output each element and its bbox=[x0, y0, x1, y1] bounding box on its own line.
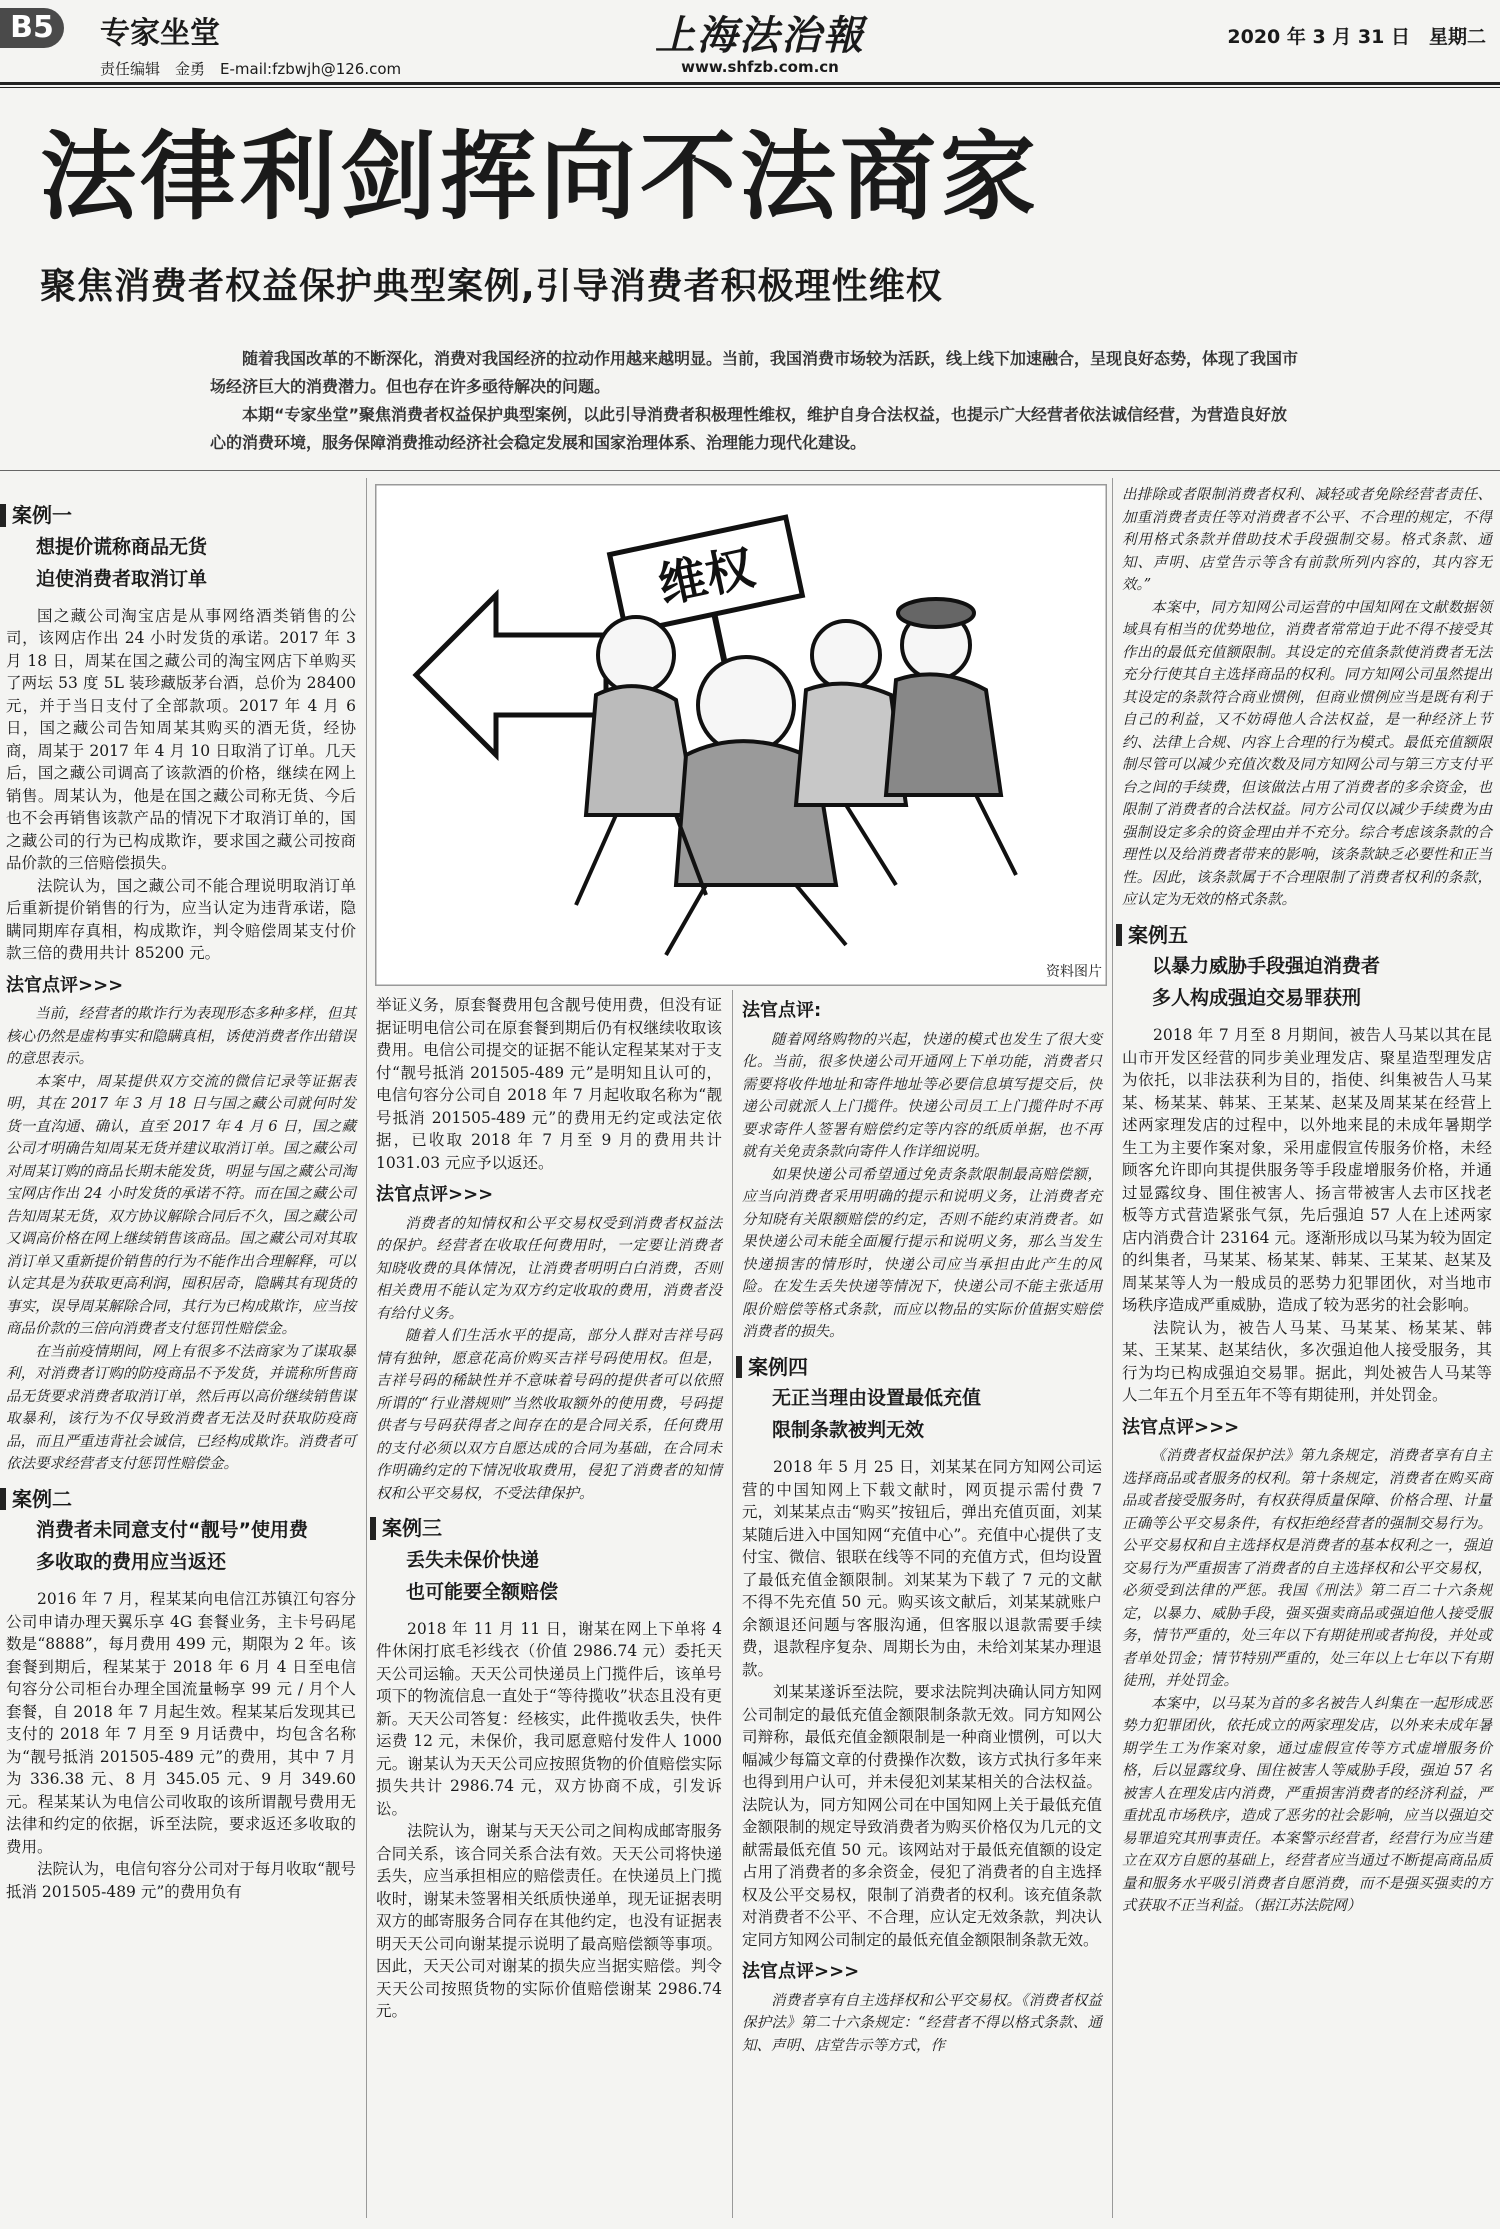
page-number-badge: B5 bbox=[0, 8, 64, 48]
review-paragraph: 消费者享有自主选择权和公平交易权。《消费者权益保护法》第二十六条规定：“经营者不得以格式条款、通知、声明、店堂告示等方式，作 bbox=[742, 1992, 1102, 2054]
article-paragraph: 法院认为，电信句容分公司对于每月收取“靓号抵消 201505-489 元”的费用负有 bbox=[6, 1860, 356, 1901]
arrow-icon bbox=[416, 595, 606, 755]
column-2 bbox=[376, 994, 722, 2023]
rights-protest-cartoon bbox=[376, 485, 1106, 985]
judge-review-label: 法官点评>>> bbox=[376, 1184, 494, 1205]
article-paragraph: 2018 年 7 月至 8 月期间，被告人马某以其在昆山市开发区经营的同步美业理发店、聚星造型理发店为依托，以非法获利为目的，指使、纠集被告人马某某、杨某某、韩某、王某某、赵某及周某某在经营上述两家理发店的过程中，以外地来昆的未成年暑期学生工为主要作案对象，采用虚假宣传服务价格，未经顾客允许即向其提供服务等手段虚增服务价格，并通过显露纹身、围住被害人、扬言带被害人去市区找老板等方式营造紧张气氛，先后强迫 57 人在上述两家店内消费合计 23164 元。逐渐形成以马某为较为固定的纠集者，马某某、杨某某、韩某、王某某、赵某及周某某等人为一般成员的恶势力犯罪团伙，对当地市场秩序造成严重威胁，造成了较为恶劣的社会影响。 bbox=[1122, 1026, 1492, 1314]
case-label: 案例二 bbox=[0, 1488, 356, 1511]
article-paragraph: 2016 年 7 月，程某某向电信江苏镇江句容分公司申请办理天翼乐享 4G 套餐业务，主卡号码尾数是“8888”，每月费用 499 元，期限为 2 年。该套餐到期后，程某某于 2018 年 6 月 4 日至电信句容分公司柜台办理全国流量畅享 99 元 / 月个人套餐，自 2018 年 7 月起生效。程某某后发现其已支付的 2018 年 7 月至 9 月话费中，均包含名称为“靓号抵消 201505-489 元”的费用，其中 7 月为 336.38 元、8 月 345.05 元、9 月 349.60 元。程某某认为电信公司收取的该所谓靓号费用无法律和约定的依据，诉至法院，要求返还多收取的费用。 bbox=[6, 1590, 356, 1856]
column-4 bbox=[1122, 484, 1492, 1918]
case-label: 案例三 bbox=[370, 1517, 722, 1540]
case-title bbox=[742, 1382, 1102, 1446]
judge-review-label: 法官点评>>> bbox=[1122, 1416, 1240, 1438]
judge-review-label: 法官点评>>> bbox=[6, 974, 124, 996]
case-label: 案例四 bbox=[736, 1356, 1102, 1379]
case-title bbox=[6, 531, 356, 595]
intro-block bbox=[210, 345, 1300, 457]
header-rule bbox=[0, 82, 1500, 85]
intro-divider bbox=[0, 470, 1500, 471]
column-divider bbox=[732, 990, 733, 2218]
main-headline: 法律利剑挥向不法商家 bbox=[40, 121, 1040, 233]
article-paragraph: 举证义务，原套餐费用包含靓号使用费，但没有证据证明电信公司在原套餐到期后仍有权继续收取该费用。电信公司提交的证据不能认定程某某对于支付“靓号抵消 201505-489 元”是明知且认可的，电信句容分公司自 2018 年 7 月起收取名称为“靓号抵消 201505-489 元”的费用无约定或法定依据，已收取 2018 年 7 月至 9 月的费用共计 1031.03 元应予以返还。 bbox=[376, 996, 722, 1172]
newspaper-url[interactable]: www.shfzb.com.cn bbox=[681, 58, 839, 76]
case-title-line: 无正当理由设置最低充值 bbox=[772, 1387, 982, 1409]
sign-text: 维权 bbox=[653, 539, 760, 615]
sub-headline: 聚焦消费者权益保护典型案例,引导消费者积极理性维权 bbox=[40, 266, 943, 307]
column-3 bbox=[742, 1000, 1102, 2057]
review-paragraph: 随着网络购物的兴起，快递的模式也发生了很大变化。当前，很多快递公司开通网上下单功能，消费者只需要将收件地址和寄件地址等必要信息填写提交后，快递公司就派人上门揽件。快递公司员工上门揽件时不再要求寄件人签署有赔偿约定等内容的纸质单据，也不再就有关免责条款向寄件人作详细说明。 bbox=[742, 1031, 1102, 1160]
article-paragraph: 法院认为，谢某与天天公司之间构成邮寄服务合同关系，该合同关系合法有效。天天公司将快递丢失，应当承担相应的赔偿责任。在快递员上门揽收时，谢某未签署相关纸质快递单，现无证据表明双方的邮寄服务合同存在其他约定，也没有证据表明天天公司向谢某提示说明了最高赔偿额等事项。因此，天天公司对谢某的损失应当据实赔偿。判令天天公司按照货物的实际价值赔偿谢某 2986.74 元。 bbox=[376, 1822, 722, 2020]
judge-review-label: 法官点评: bbox=[742, 1000, 822, 1021]
article-paragraph: 2018 年 11 月 11 日，谢某在网上下单将 4 件休闲打底毛衫线衣（价值 2986.74 元）委托天天公司运输。天天公司快递员上门揽件后，该单号项下的物流信息一直处于“等待揽收”状态且没有更新。天天公司答复：经核实，此件揽收丢失，快件运费 12 元，未保价，我司愿意赔付发件人 1000 元。谢某认为天天公司应按照货物的价值赔偿实际损失共计 2986.74 元，双方协商不成，引发诉讼。 bbox=[376, 1619, 722, 1818]
review-paragraph: 当前，经营者的欺诈行为表现形态多种多样，但其核心仍然是虚构事实和隐瞒真相，诱使消费者作出错误的意思表示。 bbox=[6, 1006, 356, 1067]
review-paragraph: 在当前疫情期间，网上有很多不法商家为了谋取暴利，对消费者订购的防疫商品不予发货，并谎称所售商品无货要求消费者取消订单，然后再以高价继续销售谋取暴利，该行为不仅导致消费者无法及时获取防疫商品，而且严重违背社会诚信，已经构成欺诈。消费者可依法要求经营者支付惩罚性赔偿金。 bbox=[6, 1343, 356, 1472]
case-title-line: 想提价谎称商品无货 bbox=[36, 535, 208, 558]
case-title bbox=[6, 1514, 356, 1578]
section-name: 专家坐堂 bbox=[100, 16, 220, 51]
column-divider bbox=[1112, 478, 1113, 2218]
review-paragraph: 《消费者权益保护法》第九条规定，消费者享有自主选择商品或者服务的权利。第十条规定，消费者在购买商品或者接受服务时，有权获得质量保障、价格合理、计量正确等公平交易条件，有权拒绝经营者的强制交易行为。公平交易权和自主选择权是消费者的基本权利之一，强迫交易行为严重损害了消费者的自主选择权和公平交易权，必须受到法律的严惩。我国《刑法》第二百二十六条规定，以暴力、威胁手段，强买强卖商品或强迫他人接受服务，情节严重的，处三年以下有期徒刑或者拘役，并处或者单处罚金；情节特别严重的，处三年以上七年以下有期徒刑，并处罚金。 bbox=[1122, 1448, 1492, 1689]
case-title-line: 消费者未同意支付“靓号”使用费 bbox=[36, 1519, 308, 1541]
case-label: 案例五 bbox=[1116, 924, 1492, 947]
article-paragraph: 法院认为，被告人马某、马某某、杨某某、韩某、王某某、赵某结伙，多次强迫他人接受服务，其行为均已构成强迫交易罪。据此，判处被告人马某等人二年五个月至五年不等有期徒刑，并处罚金。 bbox=[1122, 1318, 1492, 1404]
review-paragraph: 出排除或者限制消费者权利、减轻或者免除经营者责任、加重消费者责任等对消费者不公平、不合理的规定，不得利用格式条款并借助技术手段强制交易。格式条款、通知、声明、店堂告示等含有前款所列内容的，其内容无效。” bbox=[1122, 487, 1492, 593]
review-paragraph: 如果快递公司希望通过免责条款限制最高赔偿额，应当向消费者采用明确的提示和说明义务，让消费者充分知晓有关限额赔偿的约定，否则不能约束消费者。如果快递公司未能全面履行提示和说明义务，那么当发生快递损害的情形时，快递公司应当承担由此产生的风险。在发生丢失快递等情况下，快递公司不能主张适用限价赔偿等格式条款，而应以物品的实际价值据实赔偿消费者的损失。 bbox=[742, 1166, 1102, 1340]
intro-paragraph: 随着我国改革的不断深化，消费对我国经济的拉动作用越来越明显。当前，我国消费市场较为活跃，线上线下加速融合，呈现良好态势，体现了我国市场经济巨大的消费潜力。但也存在许多亟待解决的问题。 bbox=[210, 349, 1299, 396]
case-title-line: 多人构成强迫交易罪获刑 bbox=[1152, 987, 1362, 1009]
header-rule-thin bbox=[0, 87, 1500, 88]
review-paragraph: 本案中，同方知网公司运营的中国知网在文献数据领域具有相当的优势地位，消费者常常迫于此不得不接受其作出的最低充值额限制。其设定的充值条款使消费者无法充分行使其自主选择商品的权利。同方知网公司虽然提出其设定的条款符合商业惯例，但商业惯例应当是既有利于自己的利益，又不妨碍他人合法权益，是一种经济上节约、法律上合规、内容上合理的行为模式。最低充值额限制尽管可以减少充值次数及同方知网公司与第三方支付平台之间的手续费，但该做法占用了消费者的多余资金，也限制了消费者的合法权益。同方公司仅以减少手续费为由强制设定多余的资金理由并不充分。综合考虑该条款的合理性以及给消费者带来的影响，该条款缺乏必要性和正当性。因此，该条款属于不合理限制了消费者权利的条款，应认定为无效的格式条款。 bbox=[1122, 599, 1492, 908]
column-divider bbox=[366, 478, 367, 2218]
case-title-line: 多收取的费用应当返还 bbox=[36, 1551, 227, 1573]
article-paragraph: 法院认为，国之藏公司不能合理说明取消订单后重新提价销售的行为，应当认定为违背承诺，隐瞒同期库存真相，构成欺诈，判令赔偿周某支付价款三倍的费用共计 85200 元。 bbox=[6, 876, 356, 962]
column-1 bbox=[6, 498, 356, 1903]
case-title-line: 也可能要全额赔偿 bbox=[406, 1580, 559, 1603]
editor-credit: 责任编辑 金勇 E-mail:fzbwjh@126.com bbox=[100, 60, 402, 78]
case-title-line: 以暴力威胁手段强迫消费者 bbox=[1152, 955, 1381, 977]
judge-review-label: 法官点评>>> bbox=[742, 1961, 860, 1982]
article-paragraph: 国之藏公司淘宝店是从事网络酒类销售的公司，该网店作出 24 小时发货的承诺。2017 年 3 月 18 日，周某在国之藏公司的淘宝网店下单购买了两坛 53 度 5L 装珍藏版茅台酒，总价为 28400元，并于当日支付了全部款项。2017 年 4 月 6 日，国之藏公司告知周某其购买的酒无货，经协商，周某于 2017 年 4 月 10 日取消了订单。几天后，国之藏公司调高了该款酒的价格，继续在网上销售。周某认为，他是在国之藏公司称无货、今后也不会再销售该款产品的情况下才取消订单的，国之藏公司的行为已构成欺诈，要求国之藏公司按商品价款的三倍赔偿损失。 bbox=[6, 606, 356, 872]
image-caption: 资料图片 bbox=[1046, 964, 1102, 980]
case-title-line: 限制条款被判无效 bbox=[772, 1419, 925, 1441]
review-paragraph: 本案中，以马某为首的多名被告人纠集在一起形成恶势力犯罪团伙，依托成立的两家理发店，以外来未成年暑期学生工为作案对象，通过虚假宣传等方式虚增服务价格，后以显露纹身、围住被害人等威胁手段，强迫 57 名被害人在理发店内消费，严重损害消费者的经济利益，严重扰乱市场秩序，造成了恶劣的社会影响，应当以强迫交易罪追究其刑事责任。本案警示经营者，经营行为应当建立在双方自愿的基础上，经营者应当通过不断提高商品质量和服务水平吸引消费者自愿消费，而不是强买强卖的方式获取不正当利益。（据江苏法院网） bbox=[1122, 1695, 1492, 1914]
review-paragraph: 本案中，周某提供双方交流的微信记录等证据表明，其在 2017 年 3 月 18 日与国之藏公司就何时发货一直沟通、确认，直至 2017 年 4 月 6 日，国之藏公司才明确告知周某无货并建议取消订单。国之藏公司对周某订购的商品长期未能发货，明显与国之藏公司淘宝网店作出 24 小时发货的承诺不符。而在国之藏公司告知周某无货，双方协议解除合同后不久，国之藏公司又调高价格在网上继续销售该商品。国之藏公司对其取消订单又重新提价销售的行为不能作出合理解释，可以认定其是为获取更高利润，囤积居奇，隐瞒其有现货的事实，误导周某解除合同，其行为已构成欺诈，应当按商品价款的三倍向消费者支付惩罚性赔偿金。 bbox=[6, 1073, 356, 1337]
case-title-line: 丢失未保价快递 bbox=[406, 1548, 540, 1571]
article-paragraph: 刘某某遂诉至法院，要求法院判决确认同方知网公司制定的最低充值金额限制条款无效。同方知网公司辩称，最低充值金额限制是一种商业惯例，可以大幅减少每篇文章的付费操作次数，该方式执行多年来也得到用户认可，并未侵犯刘某某相关的合法权益。法院认为，同方知网公司在中国知网上关于最低充值金额限制的规定导致消费者为购买价格仅为几元的文献需最低充值 50 元。该网站对于最低充值额的设定占用了消费者的多余资金，侵犯了消费者的自主选择权及公平交易权，限制了消费者的权利。该充值条款对消费者不公平、不合理，应认定无效条款，判决认定同方知网公司制定的最低充值金额限制条款无效。 bbox=[742, 1683, 1102, 1949]
cartoon-illustration bbox=[375, 484, 1107, 986]
case-title bbox=[1122, 950, 1492, 1014]
case-title bbox=[376, 1544, 722, 1608]
intro-paragraph: 本期“专家坐堂”聚焦消费者权益保护典型案例，以此引导消费者积极理性维权，维护自身合法权益，也提示广大经营者依法诚信经营，为营造良好放心的消费环境，服务保障消费推动经济社会稳定发展和国家治理体系、治理能力现代化建设。 bbox=[210, 405, 1288, 452]
review-paragraph: 消费者的知情权和公平交易权受到消费者权益法的保护。经营者在收取任何费用时，一定要让消费者知晓收费的具体情况，让消费者明明白白消费，否则相关费用不能认定为双方约定收取的费用，消费者没有给付义务。 bbox=[376, 1215, 722, 1322]
issue-date: 2020 年 3 月 31 日 星期二 bbox=[1227, 26, 1486, 48]
case-label: 案例一 bbox=[0, 504, 356, 527]
newspaper-logo: 上海法治報 bbox=[655, 12, 865, 59]
review-paragraph: 随着人们生活水平的提高，部分人群对吉祥号码情有独钟，愿意花高价购买吉祥号码使用权。但是，吉祥号码的稀缺性并不意味着号码的提供者可以依照所谓的“行业潜规则”当然收取额外的使用费，号码提供者与号码获得者之间存在的是合同关系，任何费用的支付必须以双方自愿达成的合同为基础，在合同未作明确约定的下情况收取费用，侵犯了消费者的知情权和公平交易权，不受法律保护。 bbox=[376, 1328, 722, 1502]
case-title-line: 迫使消费者取消订单 bbox=[36, 567, 208, 590]
article-paragraph: 2018 年 5 月 25 日，刘某某在同方知网公司运营的中国知网上下载文献时，网页提示需付费 7 元，刘某某点击“购买”按钮后，弹出充值页面，刘某某随后进入中国知网“充值中心”。充值中心提供了支付宝、微信、银联在线等不同的充值方式，但均设置了最低充值金额限制。刘某某为下载了 7 元的文献不得不先充值 50 元。购买该文献后，刘某某就账户余额退还问题与客服沟通，但客服以退款需要手续费，退款程序复杂、周期长为由，未给刘某某办理退款。 bbox=[742, 1458, 1102, 1679]
